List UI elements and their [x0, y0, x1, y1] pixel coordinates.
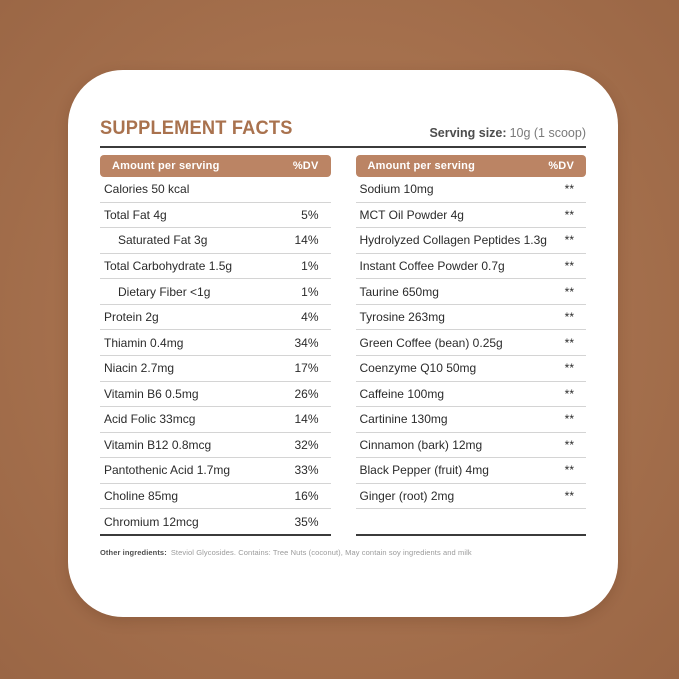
nutrient-label: MCT Oil Powder 4g — [359, 207, 464, 222]
nutrient-dv-value: ** — [564, 310, 574, 325]
nutrient-dv-value: 35% — [294, 515, 319, 530]
table-row — [100, 356, 331, 382]
table-row — [100, 509, 331, 535]
nutrient-label: Total Carbohydrate 1.5g — [104, 258, 233, 273]
nutrient-dv-value: 33% — [294, 463, 319, 478]
nutrient-dv-value: 32% — [294, 437, 319, 452]
nutrient-label: Niacin 2.7mg — [104, 361, 175, 376]
nutrition-tables — [100, 155, 586, 536]
table-row — [356, 228, 587, 254]
nutrient-label: Tyrosine 263mg — [359, 310, 445, 325]
table-row — [356, 177, 587, 203]
left-nutrition-table — [100, 155, 331, 536]
nutrient-dv-value: ** — [564, 182, 574, 197]
table-row — [100, 228, 331, 254]
nutrient-label: Calories 50 kcal — [104, 182, 190, 197]
nutrient-label: Black Pepper (fruit) 4mg — [359, 463, 489, 478]
table-row — [356, 382, 587, 408]
left-table-header — [100, 155, 331, 177]
other-ingredients-text: Steviol Glycosides. Contains: Tree Nuts (coconut), May contain soy ingredients and milk — [170, 548, 472, 557]
nutrient-label: Coenzyme Q10 50mg — [359, 361, 477, 376]
nutrient-dv-value: ** — [564, 386, 574, 401]
nutrient-dv-value: 4% — [301, 310, 319, 325]
nutrient-dv-value: 17% — [294, 361, 319, 376]
supplement-facts-card — [68, 70, 618, 617]
table-row — [356, 407, 587, 433]
nutrient-label: Choline 85mg — [104, 489, 179, 504]
amount-per-serving-header: Amount per serving — [112, 160, 220, 172]
table-row — [100, 305, 331, 331]
table-row — [100, 177, 331, 203]
nutrient-label: Sodium 10mg — [359, 182, 434, 197]
nutrient-dv-value: 16% — [294, 489, 319, 504]
dv-header: %DV — [548, 160, 574, 172]
table-row — [100, 254, 331, 280]
nutrient-dv-value: ** — [564, 335, 574, 350]
table-row — [100, 382, 331, 408]
table-row — [356, 254, 587, 280]
nutrient-dv-value: ** — [564, 258, 574, 273]
nutrient-label: Thiamin 0.4mg — [104, 335, 184, 350]
nutrient-dv-value: 14% — [294, 233, 319, 248]
nutrient-label: Vitamin B12 0.8mcg — [104, 437, 212, 452]
dv-header: %DV — [292, 160, 319, 172]
left-table-body — [100, 177, 331, 536]
nutrient-label: Cinnamon (bark) 12mg — [359, 437, 483, 452]
nutrient-dv-value: 26% — [294, 386, 319, 401]
serving-size-value: 10g (1 scoop) — [509, 126, 586, 140]
nutrient-label: Green Coffee (bean) 0.25g — [359, 335, 503, 350]
nutrient-label: Ginger (root) 2mg — [359, 489, 455, 504]
serving-size-label: Serving size: — [429, 126, 507, 140]
nutrient-dv-value: ** — [564, 207, 574, 222]
nutrient-label: Taurine 650mg — [359, 284, 439, 299]
nutrient-label: Instant Coffee Powder 0.7g — [359, 258, 505, 273]
other-ingredients — [100, 548, 586, 557]
table-row — [100, 458, 331, 484]
right-nutrition-table — [356, 155, 587, 536]
card-header — [100, 118, 586, 148]
nutrient-label: Total Fat 4g — [104, 207, 167, 222]
nutrient-label: Vitamin B6 0.5mg — [104, 386, 199, 401]
nutrient-dv-value: ** — [564, 437, 574, 452]
nutrient-dv-value: 14% — [294, 412, 319, 427]
nutrient-dv-value: 1% — [301, 284, 319, 299]
table-row — [356, 330, 587, 356]
other-ingredients-label: Other ingredients: — [100, 548, 167, 557]
nutrient-dv-value: ** — [564, 361, 574, 376]
nutrient-label: Pantothenic Acid 1.7mg — [104, 463, 231, 478]
nutrient-label: Saturated Fat 3g — [118, 233, 208, 248]
nutrient-dv-value: ** — [564, 463, 574, 478]
nutrient-label: Chromium 12mcg — [104, 515, 199, 530]
serving-size — [429, 126, 586, 140]
table-row — [356, 433, 587, 459]
right-table-header — [356, 155, 587, 177]
table-row — [100, 203, 331, 229]
table-row — [100, 433, 331, 459]
table-row — [100, 484, 331, 510]
right-table-body — [356, 177, 587, 536]
table-row — [356, 458, 587, 484]
nutrient-label: Cartinine 130mg — [359, 412, 448, 427]
table-row — [100, 279, 331, 305]
nutrient-label: Protein 2g — [104, 310, 159, 325]
nutrient-label: Caffeine 100mg — [359, 386, 445, 401]
nutrient-dv-value: ** — [564, 233, 574, 248]
nutrient-label: Dietary Fiber <1g — [118, 284, 211, 299]
table-row — [356, 279, 587, 305]
amount-per-serving-header: Amount per serving — [367, 160, 476, 172]
nutrient-label: Hydrolyzed Collagen Peptides 1.3g — [359, 233, 547, 248]
nutrient-dv-value: 34% — [294, 335, 319, 350]
table-row — [100, 330, 331, 356]
table-row — [356, 484, 587, 510]
nutrient-dv-value: ** — [564, 284, 574, 299]
nutrient-dv-value: 5% — [301, 207, 319, 222]
page-title: SUPPLEMENT FACTS — [100, 118, 293, 139]
nutrient-dv-value: ** — [564, 412, 574, 427]
nutrient-dv-value: 1% — [301, 258, 319, 273]
nutrient-dv-value: ** — [564, 489, 574, 504]
table-row — [100, 407, 331, 433]
table-row — [356, 305, 587, 331]
table-row — [356, 203, 587, 229]
table-row — [356, 356, 587, 382]
nutrient-label: Acid Folic 33mcg — [104, 412, 196, 427]
